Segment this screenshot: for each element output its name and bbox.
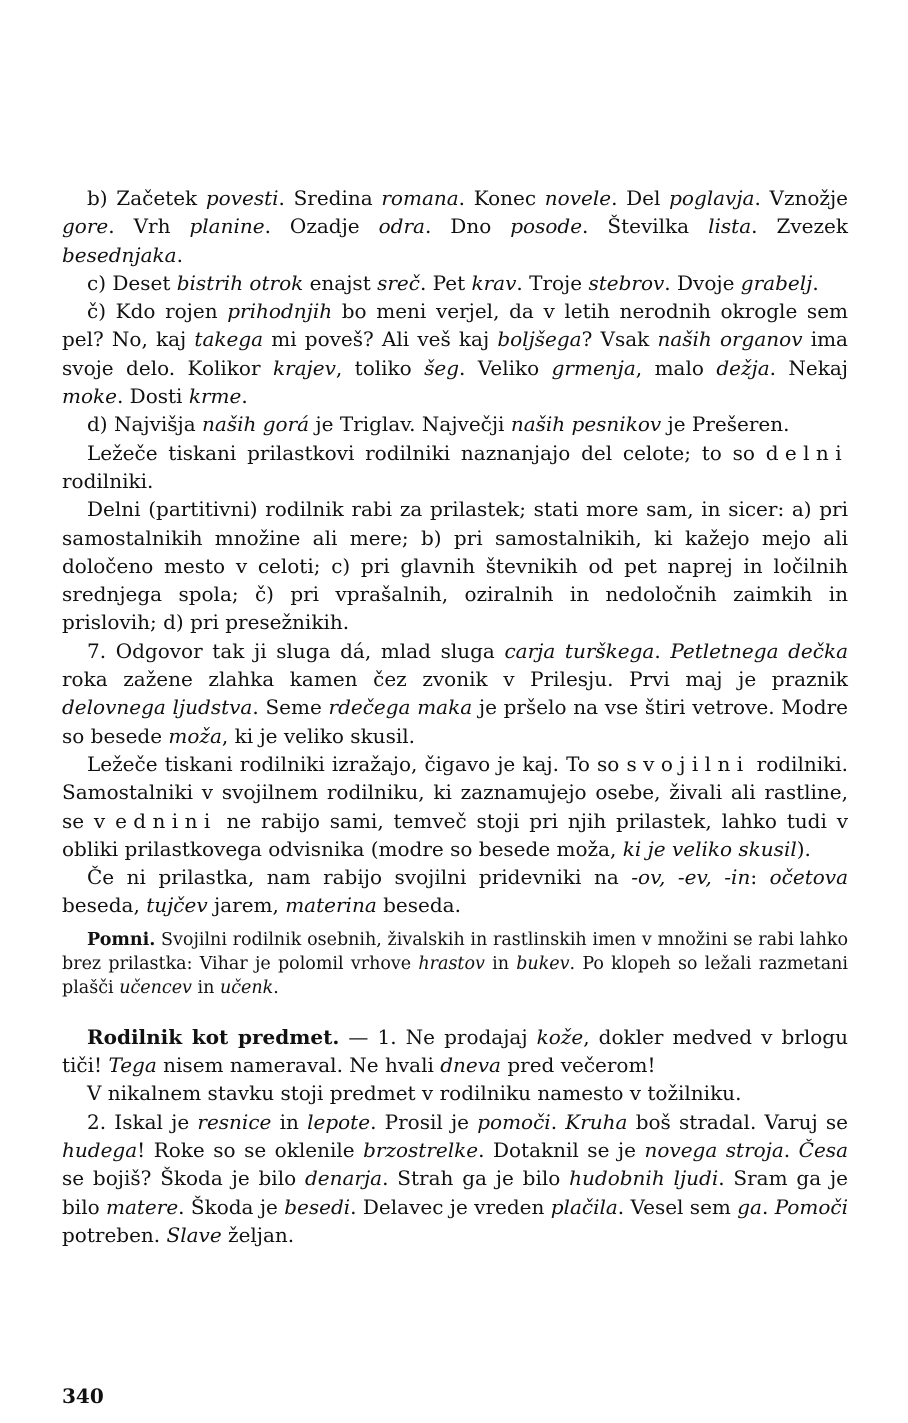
italic-term: učencev bbox=[119, 977, 192, 998]
italic-term: hudega bbox=[62, 1137, 138, 1162]
text-run: č) Kdo rojen bbox=[87, 299, 228, 324]
italic-term: pomoči bbox=[477, 1109, 551, 1134]
text-run: . Strah ga je bilo bbox=[382, 1166, 570, 1191]
italic-term: krme bbox=[188, 384, 242, 409]
italic-term: boljšega bbox=[497, 327, 582, 352]
italic-term: gore bbox=[62, 214, 109, 239]
text-run: pred večerom! bbox=[500, 1053, 656, 1078]
italic-term: matere bbox=[106, 1194, 179, 1219]
italic-term: lista bbox=[708, 214, 752, 239]
text-run: željan. bbox=[221, 1222, 295, 1247]
text-run: rodilniki. bbox=[62, 468, 154, 493]
italic-term: rdečega maka bbox=[328, 695, 473, 720]
italic-term: lepote bbox=[307, 1109, 371, 1134]
italic-term: bistrih otrok bbox=[176, 270, 304, 295]
text-run: ne rabijo sami, temveč stoji pri njih prilastek, lahko tudi v obliki prilastkovega odvisnika (modre so besede moža, bbox=[62, 808, 848, 861]
paragraph-delni-rule bbox=[62, 439, 848, 496]
spaced-term: ednini bbox=[115, 808, 217, 833]
italic-term: sreč bbox=[377, 270, 420, 295]
text-run: . Škoda je bbox=[178, 1194, 285, 1219]
italic-term: -ov, -ev, -in bbox=[631, 865, 751, 890]
text-run: 2. Iskal je bbox=[87, 1109, 198, 1134]
text-run: jarem, bbox=[207, 893, 286, 918]
text-run: Če ni prilastka, nam rabijo svojilni pridevniki na bbox=[87, 865, 632, 890]
spaced-term: svojilni bbox=[626, 751, 750, 776]
text-run: . Konec bbox=[458, 186, 545, 210]
text-run: . Vrh bbox=[108, 214, 190, 239]
paragraph-partitive-explanation bbox=[62, 495, 848, 636]
text-run: beseda, bbox=[62, 893, 147, 918]
italic-term: carja turškega bbox=[504, 638, 655, 663]
italic-term: naših bbox=[202, 412, 257, 437]
text-run: . Ozadje bbox=[264, 214, 379, 239]
note-pomni bbox=[62, 928, 848, 1000]
text-run: in bbox=[271, 1109, 308, 1134]
italic-term: Česa bbox=[798, 1137, 848, 1162]
italic-term: romana bbox=[381, 186, 459, 210]
italic-term: ki je veliko skusil bbox=[622, 836, 797, 861]
italic-term: Petletnega dečka bbox=[670, 638, 849, 663]
paragraph-7 bbox=[62, 637, 848, 750]
paragraph-c-caron bbox=[62, 297, 848, 410]
paragraph-possessive-adjectives bbox=[62, 863, 848, 920]
italic-term: plačila bbox=[550, 1194, 618, 1219]
paragraph-b bbox=[62, 184, 848, 269]
italic-term: dneva bbox=[440, 1053, 501, 1078]
italic-term: Kruha bbox=[565, 1109, 628, 1134]
italic-term: besedi bbox=[284, 1194, 351, 1219]
text-run: . bbox=[241, 384, 248, 409]
bold-heading: Pomni. bbox=[87, 929, 156, 950]
paragraph-d bbox=[62, 410, 848, 438]
text-run: . Del bbox=[611, 186, 670, 210]
italic-term: Pomoči bbox=[774, 1194, 848, 1219]
text-run: . Vesel sem bbox=[617, 1194, 738, 1219]
italic-term: šeg bbox=[424, 355, 460, 380]
italic-term: besednjaka bbox=[62, 242, 177, 267]
italic-term: Tega bbox=[108, 1053, 157, 1078]
italic-term: materina bbox=[285, 893, 377, 918]
text-run: . bbox=[812, 270, 819, 295]
spaced-term: delni bbox=[765, 440, 848, 465]
text-run: Ležeče tiskani prilastkovi rodilniki naznanjajo del celote; to so bbox=[87, 440, 766, 465]
text-run: Svojilni rodilnik osebnih, živalskih in rastlinskih imen v množini se rabi lahko brez prilastka: Vihar je polomil vrhove bbox=[62, 929, 848, 974]
italic-term: gorá bbox=[262, 412, 310, 437]
italic-term: posode bbox=[510, 214, 583, 239]
text-run: potreben. bbox=[62, 1222, 167, 1247]
italic-term: novega stroja bbox=[644, 1137, 784, 1162]
text-run: je Prešeren. bbox=[661, 412, 790, 437]
text-run: je pršelo na vse štiri vetrove. Modre so besede bbox=[62, 695, 848, 748]
text-run: . Dvoje bbox=[664, 270, 741, 295]
italic-term: planine bbox=[189, 214, 265, 239]
text-run: ! Roke so se oklenile bbox=[137, 1137, 364, 1162]
text-run: , dokler medved v brlogu tiči! bbox=[62, 1024, 848, 1078]
text-run: . Po klopeh so ležali razmetani plašči bbox=[62, 953, 849, 998]
text-run: . Dno bbox=[424, 214, 511, 239]
paragraph-c bbox=[62, 269, 848, 297]
text-run: in bbox=[484, 953, 517, 974]
text-run: . Dotaknil se je bbox=[478, 1137, 645, 1162]
text-run: . bbox=[273, 977, 279, 998]
text-run: b) Začetek bbox=[87, 186, 206, 210]
italic-term: hrastov bbox=[418, 953, 485, 974]
text-run: mi poveš? Ali veš kaj bbox=[263, 327, 498, 352]
text-run: V nikalnem stavku stoji predmet v rodilniku namesto v tožilniku. bbox=[87, 1081, 742, 1106]
italic-term: Slave bbox=[166, 1222, 222, 1247]
text-run: ? Vsak bbox=[581, 327, 658, 352]
italic-term: stebrov bbox=[588, 270, 665, 295]
text-run: ). bbox=[796, 836, 811, 861]
italic-term: dežja bbox=[716, 355, 770, 380]
text-run: . Troje bbox=[516, 270, 589, 295]
italic-term: brzostrelke bbox=[363, 1137, 479, 1162]
section-rodilnik-kot-predmet bbox=[62, 1023, 848, 1080]
italic-term: učenk bbox=[219, 977, 274, 998]
bold-heading: Rodilnik kot predmet. bbox=[87, 1024, 340, 1049]
italic-term: resnice bbox=[197, 1109, 272, 1134]
italic-term: krav bbox=[471, 270, 517, 295]
paragraph-svojilni-rule bbox=[62, 750, 848, 863]
text-run: . Prosil je bbox=[370, 1109, 478, 1134]
italic-term: hudobnih ljudi bbox=[569, 1166, 719, 1191]
text-run: . bbox=[761, 1194, 775, 1219]
text-run: nisem nameraval. Ne hvali bbox=[156, 1053, 441, 1078]
text-run: rodilniki. Samostalniki v svojilnem rodilniku, ki zaznamujejo osebe, živali ali rastline, se v bbox=[62, 751, 848, 833]
text-run: . Nekaj bbox=[769, 355, 848, 380]
paragraph-negative-clause-rule bbox=[62, 1079, 848, 1107]
text-run: je Triglav. Največji bbox=[309, 412, 511, 437]
italic-term: delovnega ljudstva bbox=[62, 695, 253, 720]
text-run: bo meni verjel, da v letih nerodnih okrogle sem pel? No, kaj bbox=[62, 299, 848, 352]
italic-term: moža bbox=[168, 723, 222, 748]
text-run: 7. Odgovor tak ji sluga dá, mlad sluga bbox=[87, 638, 505, 663]
italic-term: grmenja bbox=[551, 355, 636, 380]
italic-term: denarja bbox=[304, 1166, 383, 1191]
text-run: . bbox=[654, 638, 671, 663]
text-run: . bbox=[176, 242, 183, 267]
text-run: enajst bbox=[303, 270, 378, 295]
italic-term: moke bbox=[62, 384, 117, 409]
text-run: Delni (partitivni) rodilnik rabi za prilastek; stati more sam, in sicer: a) pri samostalnikih množine ali mere; b) pri samostalnikih, ki kažejo mejo ali določeno mesto v celoti; c) pri glavnih števnikih od pet naprej in ločilnih srednjega spola; č) pri vprašalnih, oziralnih in nedoločnih zaimkih in prislovih; d) pri presežnikih. bbox=[62, 497, 848, 635]
italic-term: tujčev bbox=[146, 893, 208, 918]
text-run: d) Najvišja bbox=[87, 412, 203, 437]
text-run: . Sram ga je bilo bbox=[62, 1166, 848, 1219]
text-run: c) Deset bbox=[87, 270, 177, 295]
text-run: ima svoje delo. Kolikor bbox=[62, 327, 848, 380]
italic-term: povesti bbox=[205, 186, 279, 210]
text-run: . bbox=[783, 1137, 799, 1162]
text-run: : bbox=[750, 865, 770, 890]
italic-term: poglavja bbox=[669, 186, 755, 210]
text-run: , ki je veliko skusil. bbox=[221, 723, 415, 748]
text-run: . bbox=[550, 1109, 566, 1134]
italic-term: naših organov bbox=[657, 327, 803, 352]
text-run: . Seme bbox=[252, 695, 329, 720]
text-run: , malo bbox=[635, 355, 717, 380]
italic-term: odra bbox=[378, 214, 425, 239]
italic-term: bukev bbox=[516, 953, 570, 974]
text-run: . Delavec je vreden bbox=[350, 1194, 551, 1219]
text-run: in bbox=[191, 977, 220, 998]
text-run: . Pet bbox=[419, 270, 472, 295]
text-run: . Zvezek bbox=[751, 214, 848, 239]
text-run: . Veliko bbox=[459, 355, 552, 380]
italic-term: krajev bbox=[272, 355, 336, 380]
italic-term: kože bbox=[536, 1024, 584, 1049]
text-run: roka zažene zlahka kamen čez zvonik v Prilesju. Prvi maj je praznik bbox=[62, 667, 848, 692]
italic-term: novele bbox=[544, 186, 612, 210]
italic-term: takega bbox=[194, 327, 264, 352]
paragraph-2-examples bbox=[62, 1108, 848, 1249]
text-run: . Dosti bbox=[116, 384, 189, 409]
italic-term: grabelj bbox=[740, 270, 813, 295]
italic-term: ga bbox=[737, 1194, 762, 1219]
page-number: 340 bbox=[62, 1384, 104, 1408]
page-body bbox=[62, 184, 848, 1249]
text-run: . Številka bbox=[582, 214, 709, 239]
text-run: Ležeče tiskani rodilniki izražajo, čigavo je kaj. To so bbox=[87, 751, 627, 776]
italic-term: očetova bbox=[769, 865, 848, 890]
text-run: se bojiš? Škoda je bilo bbox=[62, 1166, 305, 1191]
text-run: . Vznožje bbox=[754, 186, 849, 210]
italic-term: naših pesnikov bbox=[510, 412, 662, 437]
text-run: . Sredina bbox=[278, 186, 382, 210]
text-run: , toliko bbox=[335, 355, 425, 380]
text-run: beseda. bbox=[376, 893, 461, 918]
text-run: — 1. Ne prodajaj bbox=[339, 1024, 537, 1049]
italic-term: prihodnjih bbox=[227, 299, 333, 324]
text-run: boš stradal. Varuj se bbox=[627, 1109, 849, 1134]
